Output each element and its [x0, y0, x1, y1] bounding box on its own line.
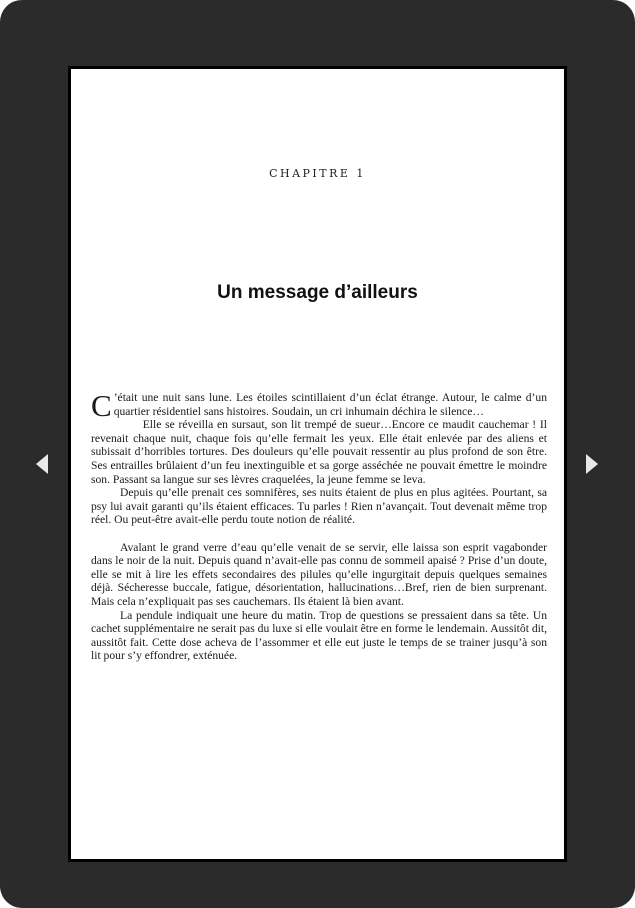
chapter-body	[91, 388, 547, 663]
previous-page-button[interactable]	[30, 453, 52, 475]
book-page[interactable]	[71, 69, 564, 859]
chapter-label: CHAPITRE 1	[269, 167, 366, 180]
reader-screen	[68, 66, 567, 862]
next-page-button[interactable]	[582, 453, 604, 475]
chapter-title: Un message d’ailleurs	[217, 282, 418, 303]
paragraph: La pendule indiquait une heure du matin. Trop de questions se pressaient dans sa tête. Un cachet supplémentaire ne serait pas du luxe si elle voulait être en forme le lendemain. Aussitôt dit, aussitôt fait. Cette dose acheva de l’assommer et elle eut juste le temps de se trainer jusqu’à son lit pour s’y effondrer, exténuée.	[91, 608, 547, 663]
triangle-right-icon	[582, 453, 604, 475]
paragraph: C ’était une nuit sans lune. Les étoiles scintillaient d’un éclat étrange. Autour, le calme d’un quartier résidentiel sans histoires. Soudain, un cri inhumain déchira le silence…	[91, 388, 547, 423]
paragraph: Avalant le grand verre d’eau qu’elle venait de se servir, elle laissa son esprit vagabonder dans le noir de la nuit. Depuis quand n’avait-elle pas connu de sommeil apaisé ? Prise d’un doute, elle se mit à lire les effets secondaires des pilules qu’elle ingurgitait depuis quelques semaines déjà. Sécheresse buccale, fatigue, désorientation, hallucinations…Bref, rien de bien surprenant. Mais cela n’expliquait pas ses cauchemars. Ils étaient là bien avant.	[91, 540, 547, 608]
paragraph: Elle se réveilla en sursaut, son lit trempé de sueur…Encore ce maudit cauchemar ! Il revenait chaque nuit, chaque fois qu’elle fermait les yeux. Elle était enlevée par des aliens et subissait d’horribles tortures. Des douleurs qu’elle pouvait ressentir au plus profond de son être. Ses entrailles brûlaient d’un feu inextinguible et sa gorge asséchée ne pouvait émettre le moindre son. Passant sa langue sur ses lèvres craquelées, la jeune femme se leva.	[91, 418, 547, 486]
drop-cap: C	[91, 388, 112, 423]
paragraph: Depuis qu’elle prenait ces somnifères, ses nuits étaient de plus en plus agitées. Pourtant, sa psy lui avait garanti qu’ils étaient efficaces. Tu parles ! Rien n’avançait. Tout devenait même trop réel. Ou peut-être avait-elle perdu toute notion de réalité.	[91, 486, 547, 527]
triangle-left-icon	[30, 453, 52, 475]
